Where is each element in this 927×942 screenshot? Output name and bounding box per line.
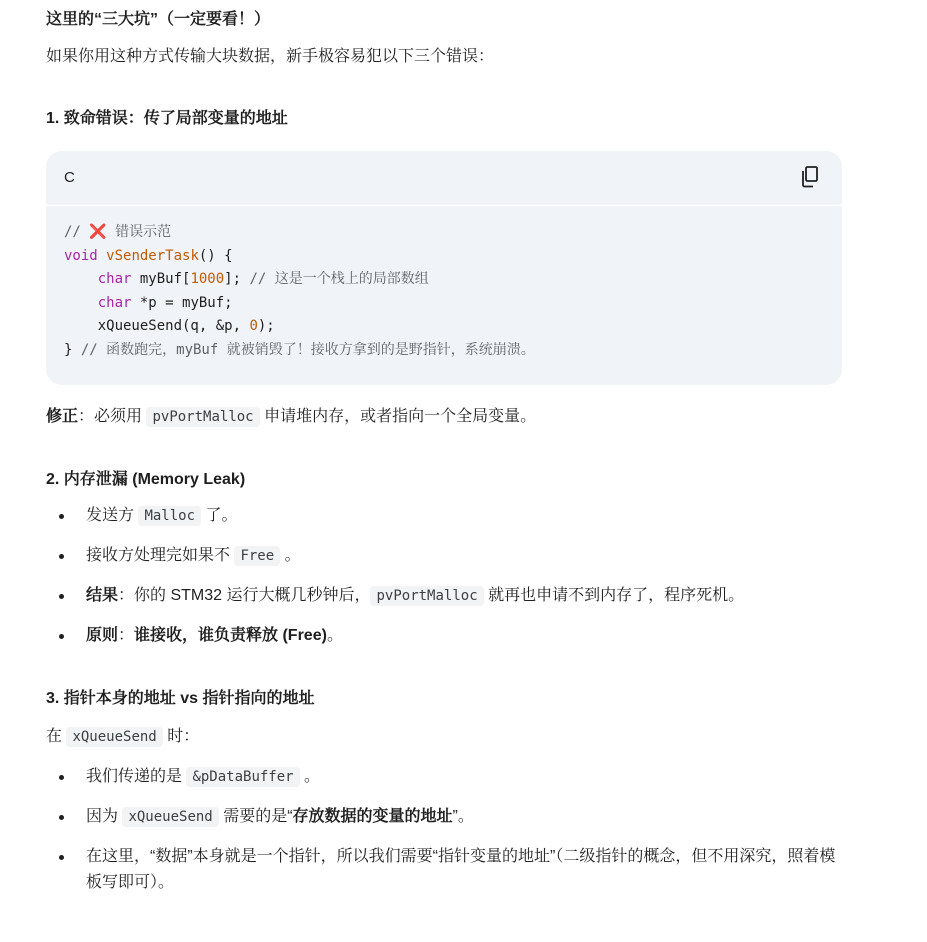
list-text: 。 xyxy=(299,768,321,785)
inline-code: &pDataBuffer xyxy=(186,767,299,787)
section-title: 这里的“三大坑”（一定要看！） xyxy=(46,11,271,28)
code-text: ); xyxy=(257,318,275,334)
code-line-2 xyxy=(64,245,824,269)
list-text: 我们传递的是 xyxy=(86,768,187,785)
code-line-1 xyxy=(64,221,824,245)
error2-title: 2. 内存泄漏 (Memory Leak) xyxy=(46,471,246,488)
error3-lead xyxy=(46,724,199,750)
list-text: 在这里，“数据”本身就是一个指针，所以我们需要“指针变量的地址”（二级指针的概念，但不用深究，照着模板写即可）。 xyxy=(86,848,836,891)
list-text: 因为 xyxy=(86,808,123,825)
list-label: 结果 xyxy=(86,587,119,604)
list-text: 发送方 xyxy=(86,507,139,524)
code-number: 1000 xyxy=(190,271,225,287)
inline-code: pvPortMalloc xyxy=(146,407,259,427)
list-item xyxy=(46,543,846,569)
code-text: myBuf[ xyxy=(131,271,191,287)
list-text: 。 xyxy=(280,547,301,564)
code-text: } xyxy=(64,341,81,358)
code-line-5 xyxy=(64,315,824,339)
code-header-divider xyxy=(46,205,842,206)
list-bold: 存放数据的变量的地址 xyxy=(292,808,453,825)
list-item xyxy=(46,844,846,896)
list-text: ：你的 STM32 运行大概几秒钟后， xyxy=(118,587,371,604)
code-keyword: char xyxy=(97,271,132,287)
intro-text: 如果你用这种方式传输大块数据，新手极容易犯以下三个错误： xyxy=(46,48,495,65)
code-language-label: C xyxy=(64,169,75,186)
code-number: 0 xyxy=(249,318,258,334)
lead-text: 时： xyxy=(162,728,200,745)
code-keyword: char xyxy=(97,294,132,311)
code-indent xyxy=(64,271,98,287)
inline-code: xQueueSend xyxy=(66,727,162,747)
inline-code: xQueueSend xyxy=(122,807,218,827)
list-item xyxy=(46,503,846,529)
cross-icon: ❌ xyxy=(89,224,107,240)
fix-text: 申请堆内存，或者指向一个全局变量。 xyxy=(259,408,537,425)
list-text: 需要的是“ xyxy=(218,808,293,825)
code-content xyxy=(64,221,824,362)
code-comment: 错误示范 xyxy=(106,224,172,240)
error2-list xyxy=(46,503,846,649)
list-item xyxy=(46,623,846,649)
code-indent xyxy=(64,295,98,311)
code-line-3 xyxy=(64,268,824,292)
code-line-4 xyxy=(64,292,824,316)
inline-code: Free xyxy=(234,546,280,566)
code-comment: // 这是一个栈上的局部数组 xyxy=(249,271,429,287)
list-text: 接收方处理完如果不 xyxy=(86,547,235,564)
inline-code: pvPortMalloc xyxy=(370,586,483,606)
fix-text: ：必须用 xyxy=(78,408,147,425)
error1-title: 1. 致命错误：传了局部变量的地址 xyxy=(46,110,288,127)
code-text: ]; xyxy=(224,271,250,287)
list-item xyxy=(46,583,846,609)
fix-paragraph xyxy=(46,404,536,430)
list-text: ： xyxy=(118,627,135,644)
fix-label: 修正 xyxy=(46,408,79,425)
error3-list xyxy=(46,764,846,896)
list-text: 。 xyxy=(326,627,343,644)
code-comment: // xyxy=(64,224,90,240)
list-bold: 谁接收，谁负责释放 (Free) xyxy=(134,627,327,644)
lead-text: 在 xyxy=(46,728,67,745)
list-item xyxy=(46,804,846,830)
list-text: ”。 xyxy=(452,808,474,825)
inline-code: Malloc xyxy=(138,506,201,526)
code-text: *p = myBuf; xyxy=(131,294,233,311)
code-keyword: void xyxy=(64,247,98,264)
code-text: () { xyxy=(198,247,233,264)
code-block xyxy=(46,151,842,385)
list-label: 原则 xyxy=(86,627,119,644)
error3-title: 3. 指针本身的地址 vs 指针指向的地址 xyxy=(46,690,315,707)
list-text: 就再也申请不到内存了，程序死机。 xyxy=(483,587,745,604)
copy-icon[interactable] xyxy=(800,165,822,189)
list-text: 了。 xyxy=(201,507,238,524)
code-comment: // 函数跑完，myBuf 就被销毁了！接收方拿到的是野指针，系统崩溃。 xyxy=(80,341,535,358)
code-function: vSenderTask xyxy=(106,247,199,264)
code-line-6 xyxy=(64,339,824,363)
list-item xyxy=(46,764,846,790)
code-text: xQueueSend(q, &p, xyxy=(64,318,250,334)
